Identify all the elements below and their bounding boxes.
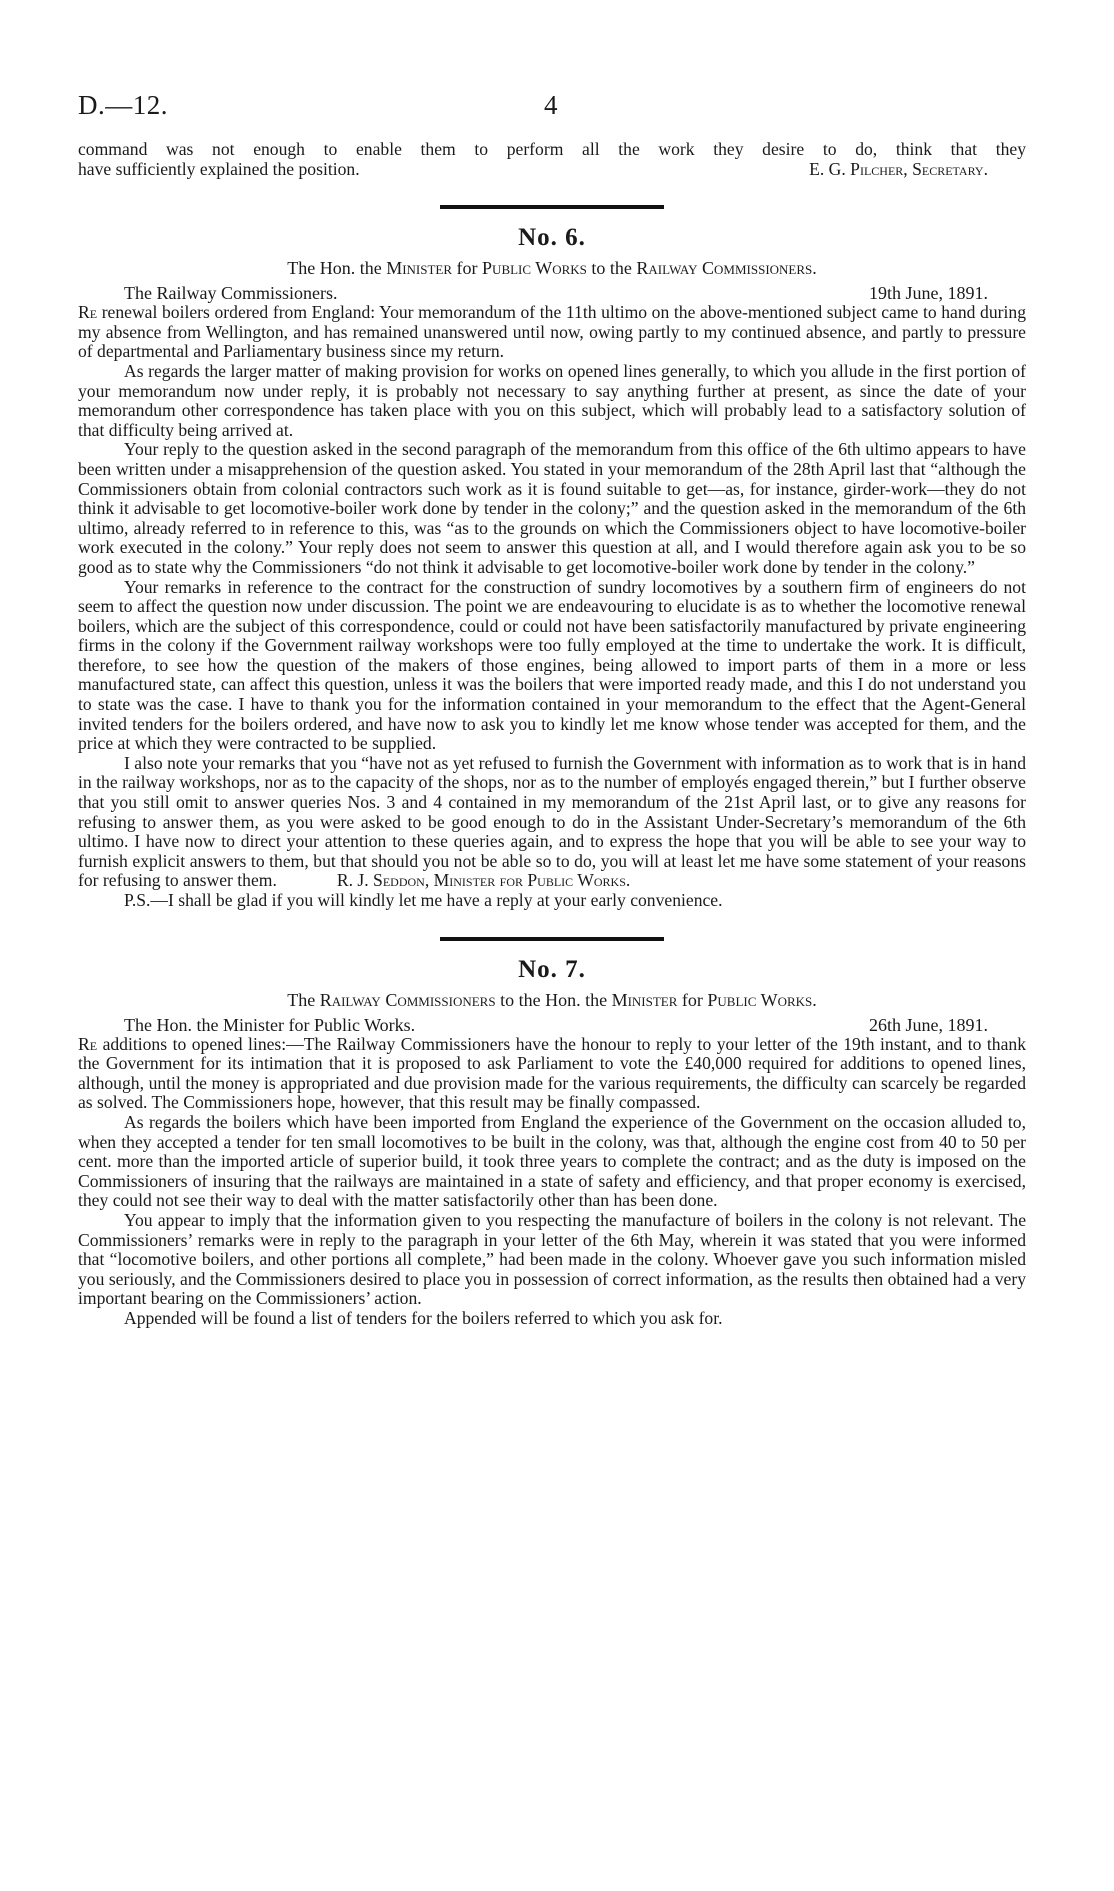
section-divider (440, 937, 664, 941)
memo-date: 19th June, 1891. (869, 283, 988, 304)
letter-no-7 (78, 955, 1026, 1329)
previous-letter-end (78, 140, 1026, 179)
letter-heading: The Railway Commissioners to the Hon. the Minister for Public Works. (287, 989, 817, 1010)
paragraph: Re additions to opened lines:—The Railway Commissioners have the honour to reply to your letter of the 19th instant, and to thank the Government for its intimation that it is proposed to ask Parliament to vote the £40,000 required for additions to opened lines, although, until the money is appropriated and due provision made for the various requirements, the difficulty can scarcely be regarded as solved. The Commissioners hope, however, that this result may be finally compassed. (78, 1033, 1026, 1113)
memo-recipient: The Hon. the Minister for Public Works. (124, 1014, 416, 1035)
memo-address-line (78, 1015, 1026, 1035)
re-label: Re (78, 302, 98, 323)
paragraph: Appended will be found a list of tenders for the boilers referred to which you ask for. (124, 1307, 723, 1328)
page-number: 4 (544, 90, 558, 120)
previous-letter-closing (78, 160, 1026, 180)
postscript: P.S.—I shall be glad if you will kindly let me have a reply at your early convenience. (124, 890, 723, 910)
letter-signature: R. J. Seddon, Minister for Public Works. (336, 870, 631, 891)
document-reference: D.—12. (78, 90, 168, 120)
paragraph: Your remarks in reference to the contract for the construction of sundry locomotives by a southern firm of engineers do not seem to affect the question now under discussion. The point we are endeavouring to elucidate is as to whether the locomotive renewal boilers, which are the subject of this correspondence, could or could not have been satisfactorily manufactured by private engineering firms in the colony if the Government railway workshops were too fully employed at the time to undertake the work. It is difficult, therefore, to see how the question of the makers of those engines, being allowed to import parts of them in a more or less manufactured state, can affect this question, unless it was the boilers that were imported ready made, and this I do not understand you to state was the case. I have to thank you for the information contained in your memorandum to the effect that the Agent-General invited tenders for the boilers ordered, and have now to ask you to kindly let me know whose tender was accepted for them, and the price at which they were contracted to be supplied. (78, 576, 1026, 754)
paragraph: You appear to imply that the information given to you respecting the manufacture of boilers in the colony is not relevant. The Commissioners’ remarks were in reply to the paragraph in your letter of the 6th May, wherein it was stated that you were informed that “locomotive boilers, and other portions all complete,” had been made in the colony. Whoever gave you such information misled you seriously, and the Commissioners desired to place you in possession of correct information, as the results then obtained had a very important bearing on the Commissioners’ action. (78, 1209, 1026, 1309)
paragraph: As regards the larger matter of making provision for works on opened lines generally, to which you allude in the first portion of your memorandum now under reply, it is probably not necessary to say anything further at present, as since the date of your memorandum other correspondence has taken place with you on this subject, which will probably lead to a satisfactory solution of that difficulty being arrived at. (78, 360, 1026, 440)
letter-heading: The Hon. the Minister for Public Works to the Railway Commissioners. (287, 258, 817, 279)
section-divider (440, 205, 664, 209)
paragraph: Your reply to the question asked in the second paragraph of the memorandum from this office of the 6th ultimo appears to have been written under a misapprehension of the question asked. You stated in your memorandum of the 28th April last that “although the Commissioners obtain from colonial contractors such work as it is found suitable to get—as, for instance, girder-work—they do not think it advisable to get locomotive-boiler work done by tender in the colony;” and the question asked in the memorandum of the 6th ultimo, already referred to in reference to this, was “as to the grounds on which the Commissioners object to have locomotive-boiler work executed in the colony.” Your reply does not seem to answer this question at all, and I would therefore again ask you to be so good as to state why the Commissioners “do not think it advisable to get locomotive-boiler work done by tender in the colony.” (78, 439, 1026, 577)
letter-number-title: No. 6. (518, 224, 586, 252)
previous-letter-line: command was not enough to enable them to perform all the work they desire to do, think that they (78, 139, 1026, 159)
letter-number-title: No. 7. (518, 955, 586, 983)
memo-address-line (78, 283, 1026, 303)
memo-recipient: The Railway Commissioners. (124, 283, 338, 304)
document-page (78, 90, 1026, 1329)
previous-letter-text: have sufficiently explained the position. (78, 158, 360, 179)
page-header (78, 90, 1026, 140)
re-label: Re (78, 1033, 98, 1054)
paragraph: Re renewal boilers ordered from England: Your memorandum of the 11th ultimo on the above-mentioned subject came to hand during my absence from Wellington, and has remained unanswered until now, owing partly to my continued absence, and partly to pressure of departmental and Parliamentary business since my return. (78, 302, 1026, 362)
memo-date: 26th June, 1891. (869, 1014, 988, 1035)
previous-letter-signature: E. G. Pilcher, Secretary. (809, 158, 988, 179)
letter-no-6 (78, 223, 1026, 910)
paragraph: I also note your remarks that you “have not as yet refused to furnish the Government with information as to work that is in hand in the railway workshops, nor as to the capacity of the shops, nor as to the number of employés engaged therein,” but I further observe that you still omit to answer queries Nos. 3 and 4 contained in my memorandum of the 21st April last, or to give any reasons for refusing to answer them, as you were asked to be good enough to do in the Assistant Under-Secretary’s memorandum of the 6th ultimo. I have now to direct your attention to these queries again, and to express the hope that you will be able to see your way to furnish explicit answers to them, but that should you not be able so to do, you will at least let me have some statement of your reasons for refusing to answer them. R. J. Seddon, Minister for Public Works. (78, 752, 1026, 891)
paragraph: As regards the boilers which have been imported from England the experience of the Government on the occasion alluded to, when they accepted a tender for ten small locomotives to be built in the colony, was that, although the engine cost from 40 to 50 per cent. more than the imported article of superior build, it took three years to complete the contract; and as the duty is imposed on the Commissioners of insuring that the railways are maintained in a state of safety and efficiency, and that proper economy is exercised, they could not see their way to deal with the matter satisfactorily other than has been done. (78, 1111, 1026, 1211)
